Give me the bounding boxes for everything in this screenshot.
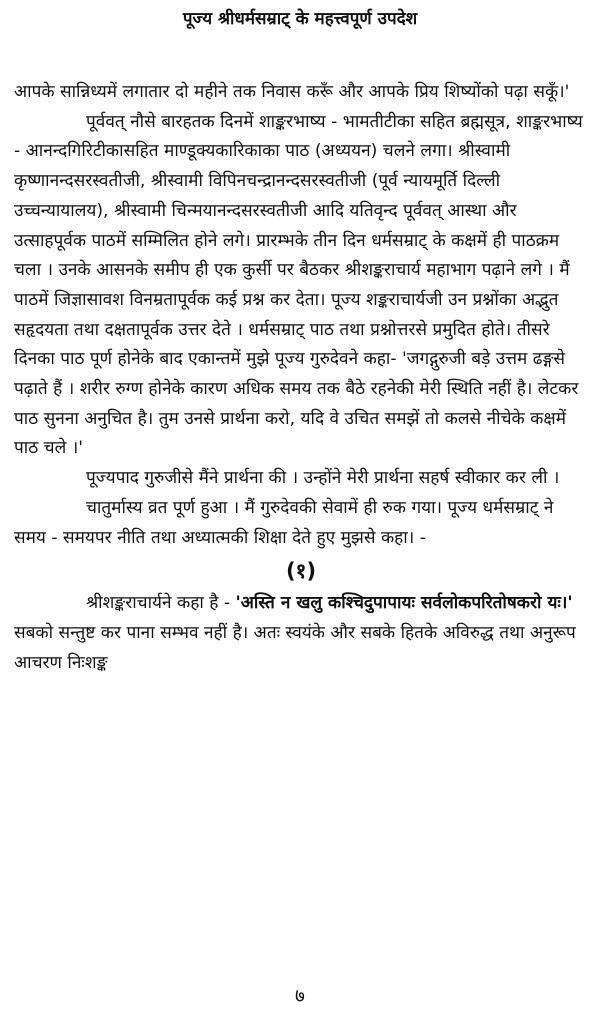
section-rest: सबको सन्तुष्ट कर पाना सम्भव नहीं है। अतः स्वयंके और सबके हितके अविरुद्ध तथा अनुरूप आचरण निःशङ्क <box>14 622 576 673</box>
section-lead: श्रीशङ्कराचार्यने कहा है - <box>86 593 236 614</box>
paragraph-5 <box>14 589 588 678</box>
page-number: ७ <box>295 985 305 1007</box>
paragraph-4: चातुर्मास्य व्रत पूर्ण हुआ । मैं गुरुदेवकी सेवामें ही रुक गया। पूज्य धर्मसम्राट् ने समय - समयपर नीति तथा अध्यात्मकी शिक्षा देते हुए मुझसे कहा। - <box>14 497 554 548</box>
paragraph-3: पूज्यपाद गुरुजीसे मैंने प्रार्थना की । उन्होंने मेरी प्रार्थना सहर्ष स्वीकार कर ली । <box>86 468 560 489</box>
section-number: (१) <box>285 559 317 584</box>
paragraph-1: आपके सान्निध्यमें लगातार दो महीने तक निवास करूँ और आपके प्रिय शिष्योंको पढ़ा सकूँ।' <box>14 82 570 102</box>
page-body <box>14 78 588 678</box>
sanskrit-quote: 'अस्ति न खलु कश्चिदुपापायः सर्वलोकपरितोषकरो यः।' <box>235 593 573 614</box>
paragraph-2: पूर्ववत् नौसे बारहतक दिनमें शाङ्करभाष्य - भामतीटीका सहित ब्रह्मसूत्र, शाङ्करभाष्य - आनन्दगिरिटीकासहित माण्डूक्यकारिकाका पाठ (अध्ययन) चलने लगा। श्रीस्वामी कृष्णानन्दसरस्वतीजी, श्रीस्वामी विपिनचन्द्रानन्दसरस्वतीजी (पूर्व न्यायमूर्ति दिल्ली उच्चन्यायालय), श्रीस्वामी चिन्मयानन्दसरस्वतीजी आदि यतिवृन्द पूर्ववत् आस्था और उत्साहपूर्वक पाठमें सम्मिलित होने लगे। प्रारम्भके तीन दिन धर्मसम्राट् के कक्षमें ही पाठक्रम चला । उनके आसनके समीप ही एक कुर्सी पर बैठकर श्रीशङ्कराचार्य महाभाग पढ़ाने लगे । मैं पाठमें जिज्ञासावश विनम्रतापूर्वक कई प्रश्न कर देता। पूज्य शङ्कराचार्यजी उन प्रश्नोंका अद्भुत सहृदयता तथा दक्षतापूर्वक उत्तर देते । धर्मसम्राट् पाठ तथा प्रश्नोत्तरसे प्रमुदित होते। तीसरे दिनका पाठ पूर्ण होनेके बाद एकान्तमें मुझे पूज्य गुरुदेवने कहा- 'जगद्गुरुजी बड़े उत्तम ढङ्गसे पढ़ाते हैं । शरीर रुग्ण होनेके कारण अधिक समय तक बैठे रहनेकी मेरी स्थिति नहीं है। लेटकर पाठ सुनना अनुचित है। तुम उनसे प्रार्थना करो, यदि वे उचित समझें तो कलसे नीचेके कक्षमें पाठ चले ।' <box>14 111 583 459</box>
running-header: पूज्य श्रीधर्मसम्राट् के महत्त्वपूर्ण उपदेश <box>182 9 418 29</box>
